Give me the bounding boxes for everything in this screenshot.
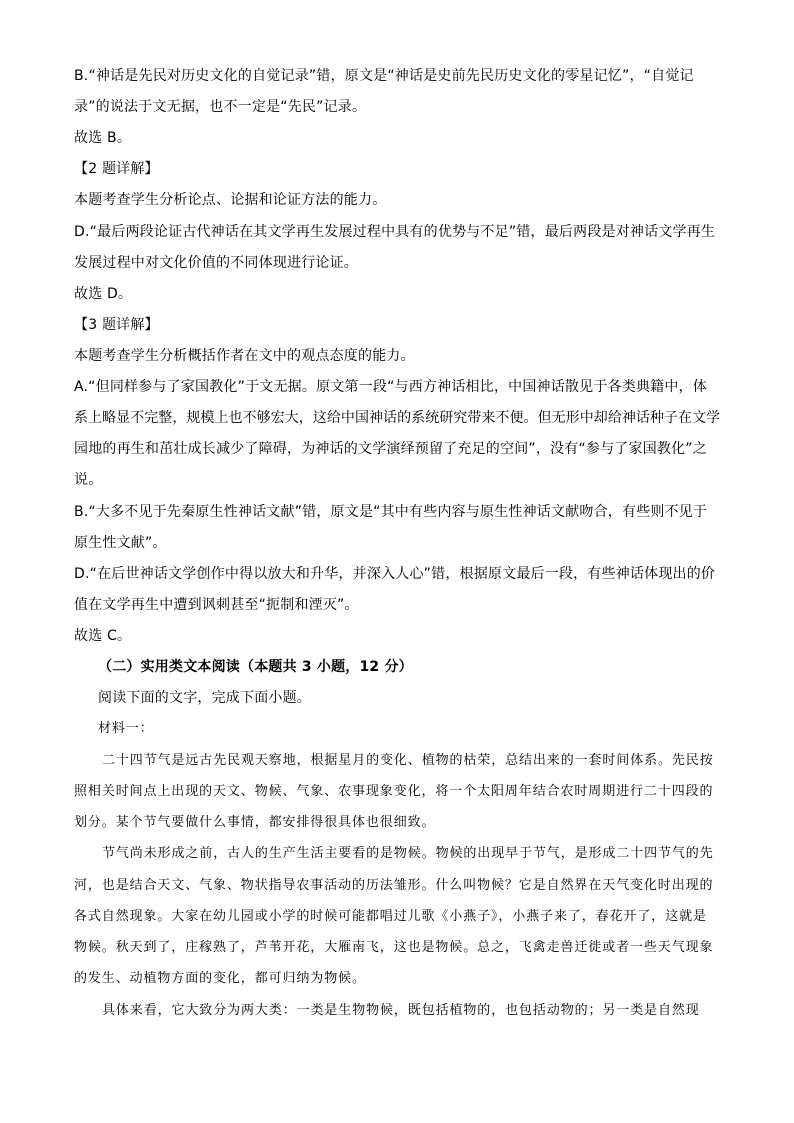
text-line: D.“在后世神话文学创作中得以放大和升华，并深入人心”错，根据原文最后一段，有些神话体现出的价: [74, 566, 716, 582]
text-line: 故选 D。: [74, 286, 133, 302]
text-line: 故选 B。: [74, 130, 132, 146]
text-line: 园地的再生和茁壮成长减少了障碍，为神话的文学演绎预留了充足的空间”，没有“参与了家国教化”之: [74, 441, 707, 457]
text-line: 节气尚未形成之前，古人的生产生活主要看的是物候。物候的出现早于节气，是形成二十四节气的先: [102, 846, 714, 861]
text-line: 故选 C。: [74, 628, 132, 644]
text-line: 值在文学再生中遭到讽刺甚至“扼制和湮灭”。: [74, 597, 359, 613]
text-line: 二十四节气是远古先民观天察地，根据星月的变化、植物的枯荣，总结出来的一套时间体系。先民按: [102, 753, 714, 768]
section-title: （二）实用类文本阅读（本题共 3 小题，12 分）: [98, 659, 413, 675]
material-label: 材料一：: [98, 721, 154, 736]
text-line: B.“大多不见于先秦原生性神话文献”错，原文是“其中有些内容与原生性神话文献吻合，有些则不见于: [74, 504, 708, 520]
text-line: 原生性文献”。: [74, 535, 167, 551]
section-heading: 【2 题详解】: [74, 161, 159, 177]
text-line: 发展过程中对文化价值的不同体现进行论证。: [74, 255, 358, 271]
text-line: D.“最后两段论证古代神话在其文学再生发展过程中具有的优势与不足”错，最后两段是对神话文学再生: [74, 224, 716, 240]
text-line: 本题考查学生分析论点、论据和论证方法的能力。: [74, 192, 387, 208]
text-line: 河，也是结合天文、气象、物状指导农事活动的历法雏形。什么叫物候？它是自然界在天气变化时出现的: [74, 878, 714, 893]
text-line: 说。: [74, 472, 103, 488]
section-heading: 【3 题详解】: [74, 317, 159, 333]
text-line: 录”的说法于文无据，也不一定是“先民”记录。: [74, 99, 367, 115]
text-line: 系上略显不完整，规模上也不够宏大，这给中国神话的系统研究带来不便。但无形中却给神话种子在文学: [74, 410, 721, 426]
text-line: 物候。秋天到了，庄稼熟了，芦苇开花，大雁南飞，这也是物候。总之，飞禽走兽迁徙或者一些天气现象: [74, 940, 714, 955]
text-line: A.“但同样参与了家国教化”于文无据。原文第一段“与西方神话相比，中国神话散见于各类典籍中，体: [74, 379, 707, 395]
text-line: 各式自然现象。大家在幼儿园或小学的时候可能都唱过儿歌《小燕子》，小燕子来了，春花开了，这就是: [74, 909, 707, 924]
text-line: 的发生、动植物方面的变化，都可归纳为物候。: [74, 971, 366, 986]
text-line: 本题考查学生分析概括作者在文中的观点态度的能力。: [74, 348, 415, 364]
text-line: 划分。某个节气要做什么事情，都安排得很具体也很细致。: [74, 815, 436, 830]
text-line: 照相关时间点上出现的天文、物候、气象、农事现象变化，将一个太阳周年结合农时周期进行二十四段的: [74, 784, 714, 799]
text-line: 具体来看，它大致分为两大类：一类是生物物候，既包括植物的，也包括动物的；另一类是自然现: [102, 1003, 700, 1018]
text-line: B.“神话是先民对历史文化的自觉记录”错，原文是“神话是史前先民历史文化的零星记忆”，“自觉记: [74, 68, 694, 84]
instruction-text: 阅读下面的文字，完成下面小题。: [98, 690, 311, 706]
